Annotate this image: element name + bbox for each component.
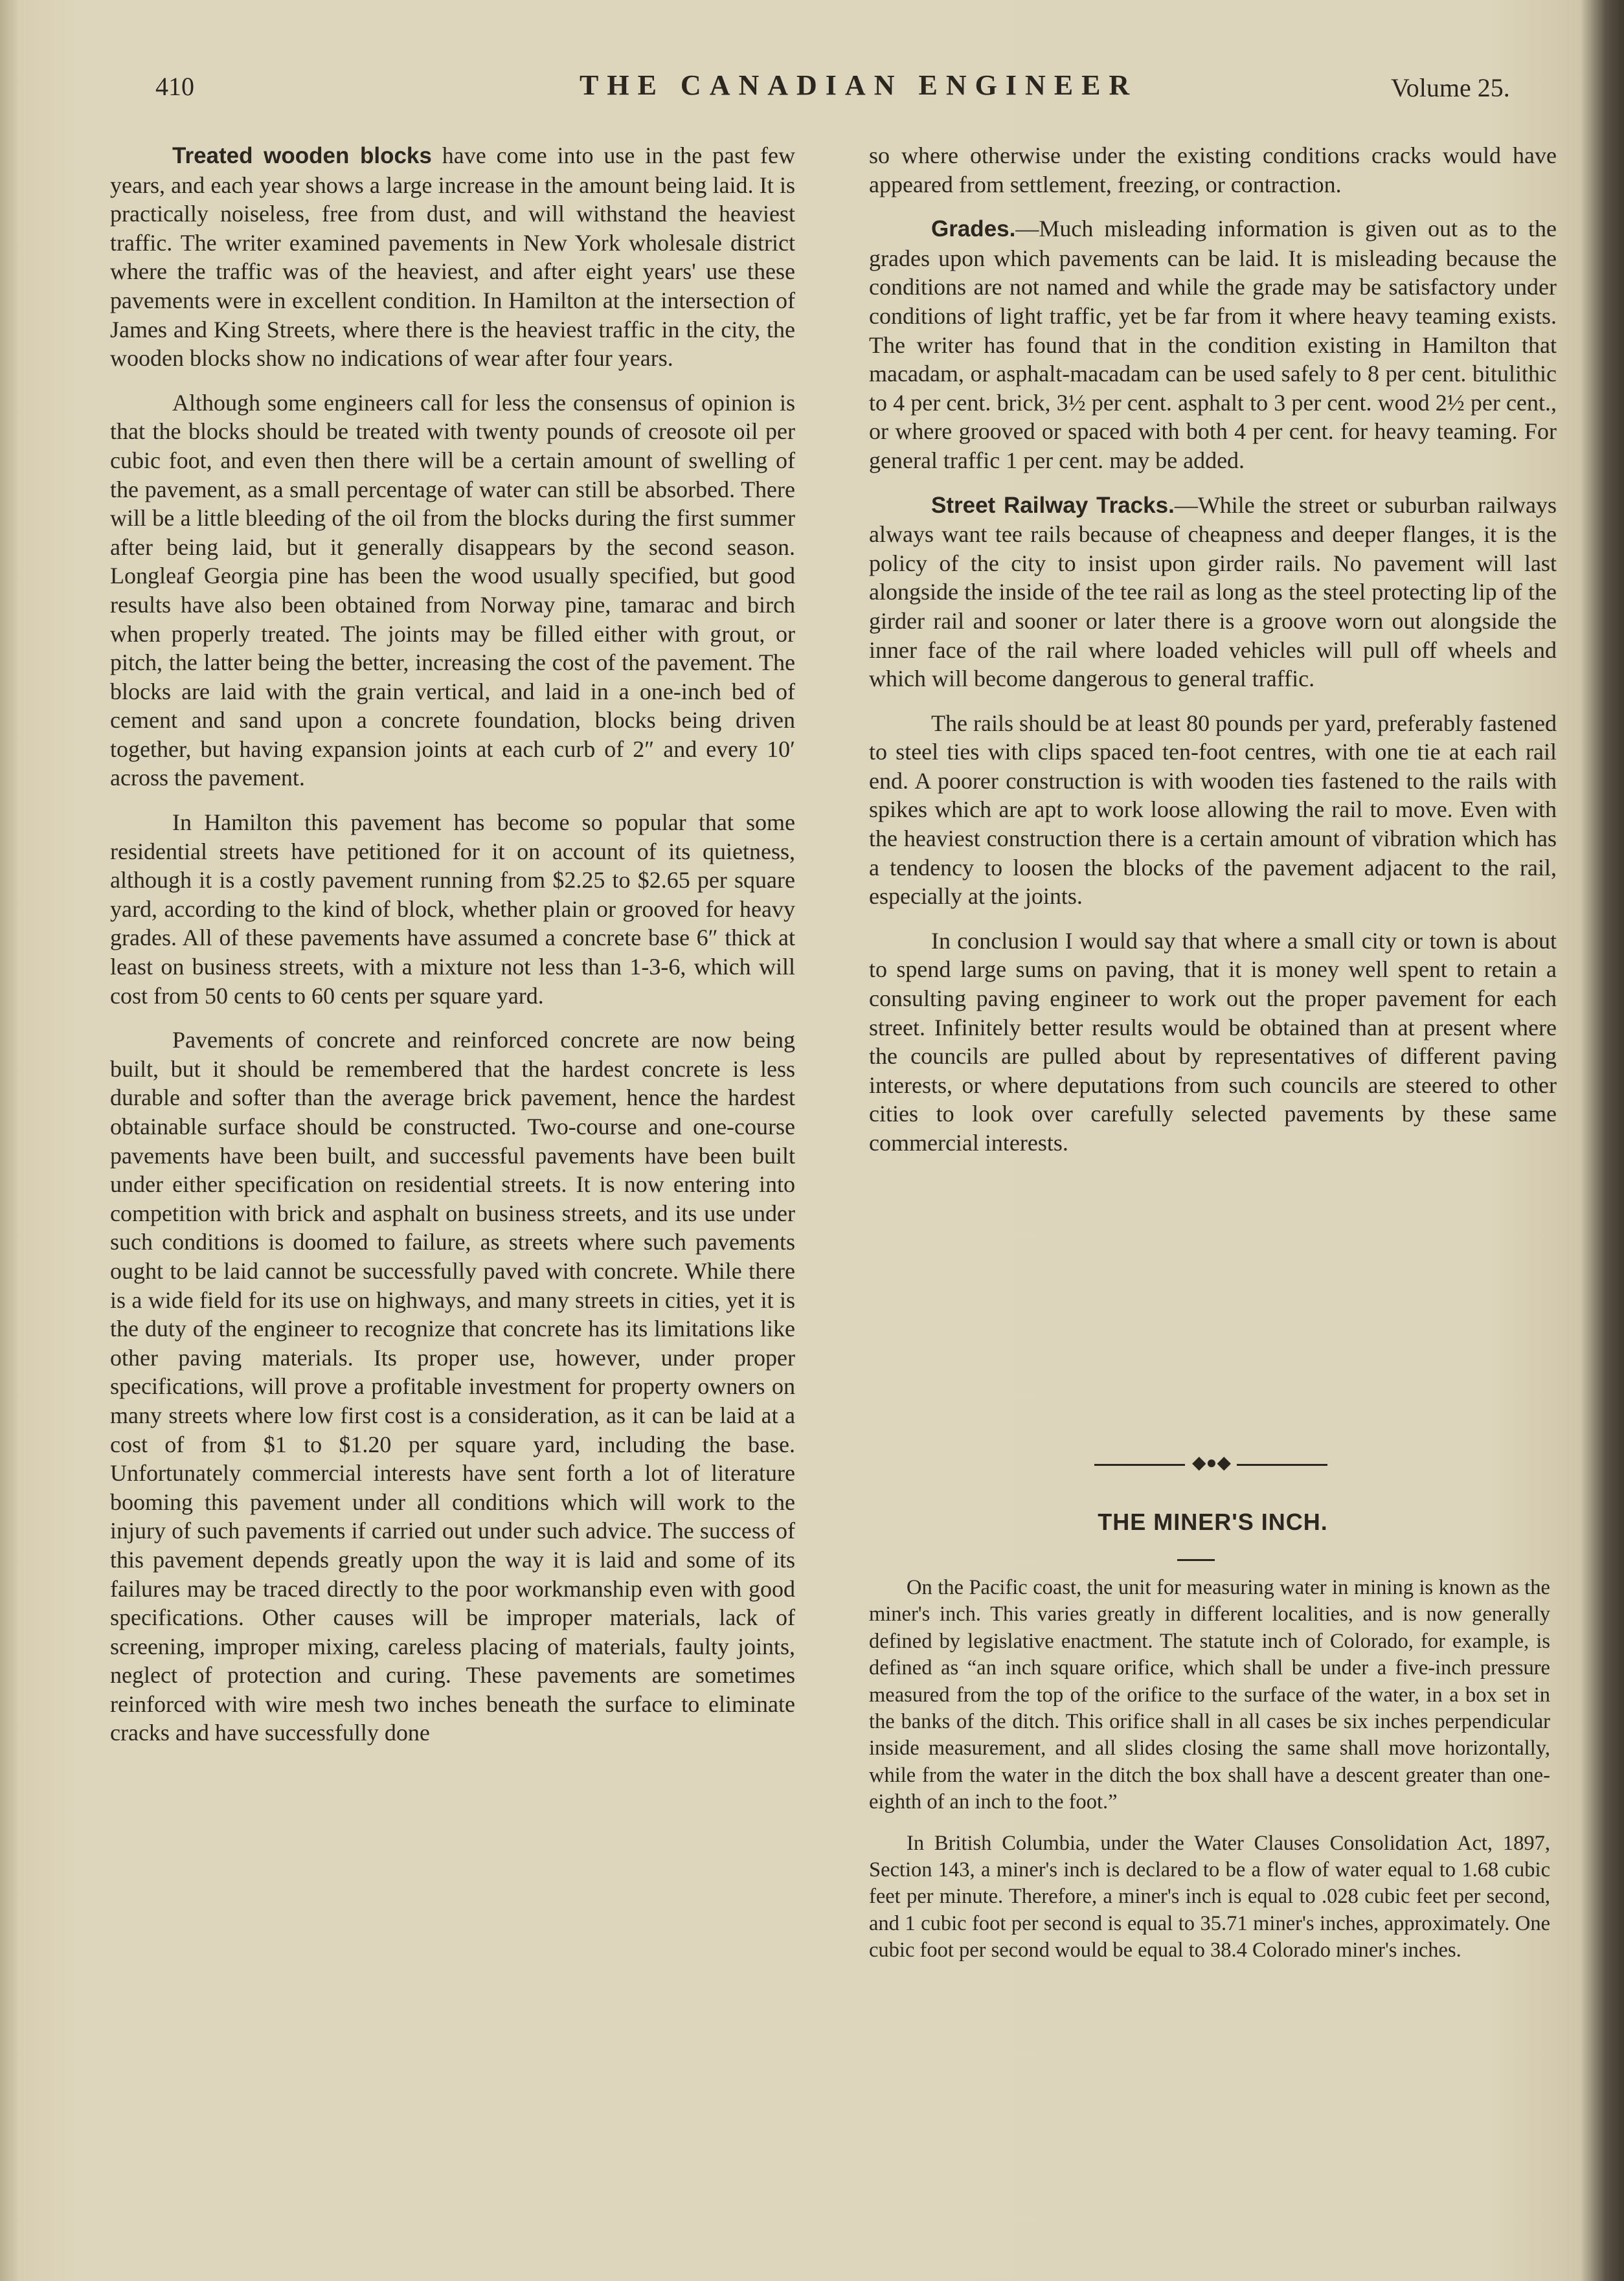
paragraph-text: —Much misleading information is given out as to the grades upon which pavements can be laid. It is misleading because the conditions are not named and while the grade may be satisfactory under conditions of light traffic, yet be far from it where heavy teaming exists. The writer has found that in the condition existing in Hamilton that macadam, or asphalt-macadam can be used safely to 8 per cent. bitulithic to 4 per cent. brick, 3½ per cent. asphalt to 3 per cent. wood 2½ per cent., or where grooved or spaced with both 4 per cent. for heavy teaming. For general traffic 1 per cent. may be added. <box>869 216 1557 473</box>
paragraph-concrete: Pavements of concrete and reinforced concrete are now being built, but it should be remembered that the hardest concrete is less durable and softer than the average brick pavement, hence the hardest obtainable surface should be constructed. Two-course and one-course pavements have been built, and successful pavements have been built under either specification on residential streets. It is now entering into competition with brick and asphalt on business streets, and its use under such conditions is doomed to failure, as streets where such pavements ought to be laid cannot be successfully paved with concrete. While there is a wide field for its use on highways, and many streets in cities, yet it is the duty of the engineer to recognize that concrete has its limitations like other paving materials. Its proper use, however, under proper specifications, will prove a profitable investment for property owners on many streets where low first cost is a consideration, as it can be laid at a cost of from $1 to $1.20 per square yard, including the base. Unfortunately commercial interests have sent forth a lot of literature booming this pavement under all conditions which will work to the injury of such pavements if carried out under such advice. The success of this pavement depends greatly upon the way it is laid and some of its failures may be traced directly to the poor workmanship even with good specifications. Other causes will be improper materials, lack of screening, improper mixing, careless placing of materials, faulty joints, neglect of protection and curing. These pavements are sometimes reinforced with wire mesh two inches beneath the surface to eliminate cracks and have successfully done <box>110 1027 795 1746</box>
paragraph-creosote: Although some engineers call for less the consensus of opinion is that the blocks should be treated with twenty pounds of creosote oil per cubic foot, and even then there will be a certain amount of swelling of the pavement, as a small percentage of water can still be absorbed. There will be a little bleeding of the oil from the blocks during the first summer after being laid, but it generally disappears by the second season. Longleaf Georgia pine has been the wood usually specified, but good results have also been obtained from Norway pine, tamarac and birch when properly treated. The joints may be filled either with grout, or pitch, the latter being the better, increasing the cost of the pavement. The blocks are laid with the grain vertical, and laid in a one-inch bed of cement and sand upon a concrete foundation, blocks being driven together, but having expansion joints at each curb of 2″ and every 10′ across the pavement. <box>110 389 795 791</box>
paragraph-british-columbia: In British Columbia, under the Water Clauses Consolidation Act, 1897, Section 143, a miner's inch is declared to be a flow of water equal to 1.68 cubic feet per minute. Therefore, a miner's inch is equal to .028 cubic feet per second, and 1 cubic foot per second is equal to 35.71 miner's inches, approximately. One cubic foot per second would be equal to 38.4 Colorado miner's inches. <box>869 1831 1550 1962</box>
divider-line <box>1237 1464 1327 1466</box>
paragraph-grades <box>869 214 1557 475</box>
page-number: 410 <box>155 72 194 101</box>
left-column <box>110 141 795 1763</box>
section-divider-ornament <box>1094 1453 1327 1473</box>
run-in-heading: Treated wooden blocks <box>172 143 432 168</box>
paragraph-text: have come into use in the past few years, and each year shows a large increase in the amount being laid. It is practically noiseless, free from dust, and will withstand the heaviest traffic. The writer examined pavements in New York wholesale district where the traffic was of the heaviest, and after eight years' use these pavements were in excellent condition. In Hamilton at the intersection of James and King Streets, where there is the heaviest traffic in the city, the wooden blocks show no indications of wear after four years. <box>110 142 795 372</box>
paragraph-rails: The rails should be at least 80 pounds per yard, preferably fastened to steel ties with clips spaced ten-foot centres, with one tie at each rail end. A poorer construction is with wooden ties fastened to the rails with spikes which are apt to work loose allowing the rail to move. Even with the heaviest construction there is a certain amount of vibration which has a tendency to loosen the blocks of the pavement adjacent to the rail, especially at the joints. <box>869 710 1557 910</box>
diamond-ornament-icon: ◆●◆ <box>1192 1453 1231 1473</box>
section-title: THE MINER'S INCH. <box>1098 1509 1328 1535</box>
right-column <box>869 141 1557 1173</box>
run-in-heading: Grades. <box>931 216 1016 242</box>
divider-line <box>1094 1464 1185 1466</box>
paragraph-treated-wooden-blocks <box>110 141 795 373</box>
miners-inch-article <box>869 1575 1550 1979</box>
paragraph-hamilton: In Hamilton this pavement has become so popular that some residential streets have petitioned for it on account of its quietness, although it is a costly pavement running from $2.25 to $2.65 per square yard, according to the kind of block, whether plain or grooved for heavy grades. All of these pavements have assumed a concrete base 6″ thick at least on business streets, with a mixture not less than 1-3-6, which will cost from 50 cents to 60 cents per square yard. <box>110 809 795 1009</box>
paragraph-conclusion: In conclusion I would say that where a small city or town is about to spend large sums on paving, that it is money well spent to retain a consulting paving engineer to work out the proper pavement for each street. Infinitely better results would be obtained than at present where the councils are pulled about by representatives of different paving interests, or where deputations from such councils are steered to other cities to look over carefully selected pavements by these same commercial interests. <box>869 927 1557 1156</box>
page-header <box>0 65 1624 117</box>
paragraph-pacific-coast: On the Pacific coast, the unit for measuring water in mining is known as the miner's inch. This varies greatly in different localities, and is now generally defined by legislative enactment. The statute inch of Colorado, for example, is defined as “an inch square orifice, which shall be under a five-inch pressure measured from the top of the orifice to the surface of the water, in a box set in the banks of the ditch. This orifice shall in all cases be six inches perpendicular inside measurement, and all slides closing the same shall move horizontally, while from the water in the ditch the box shall have a descent greater than one-eighth of an inch to the foot.” <box>869 1576 1550 1814</box>
title-underline <box>1177 1559 1215 1561</box>
volume-label: Volume 25. <box>1391 73 1510 102</box>
paragraph-text: —While the street or suburban railways always want tee rails because of cheapness and deeper flanges, it is the policy of the city to insist upon girder rails. No pavement will last alongside the inside of the tee rail as long as the steel protecting lip of the girder rail and sooner or later there is a groove worn out alongside the inner face of the rail where loaded vehicles will pull off wheels and which will become dangerous to general traffic. <box>869 491 1557 692</box>
paragraph-street-railway <box>869 491 1557 693</box>
paragraph-continued: so where otherwise under the existing conditions cracks would have appeared from settlement, freezing, or contraction. <box>869 142 1557 197</box>
run-in-heading: Street Railway Tracks. <box>931 492 1175 518</box>
journal-title: THE CANADIAN ENGINEER <box>580 69 1138 101</box>
